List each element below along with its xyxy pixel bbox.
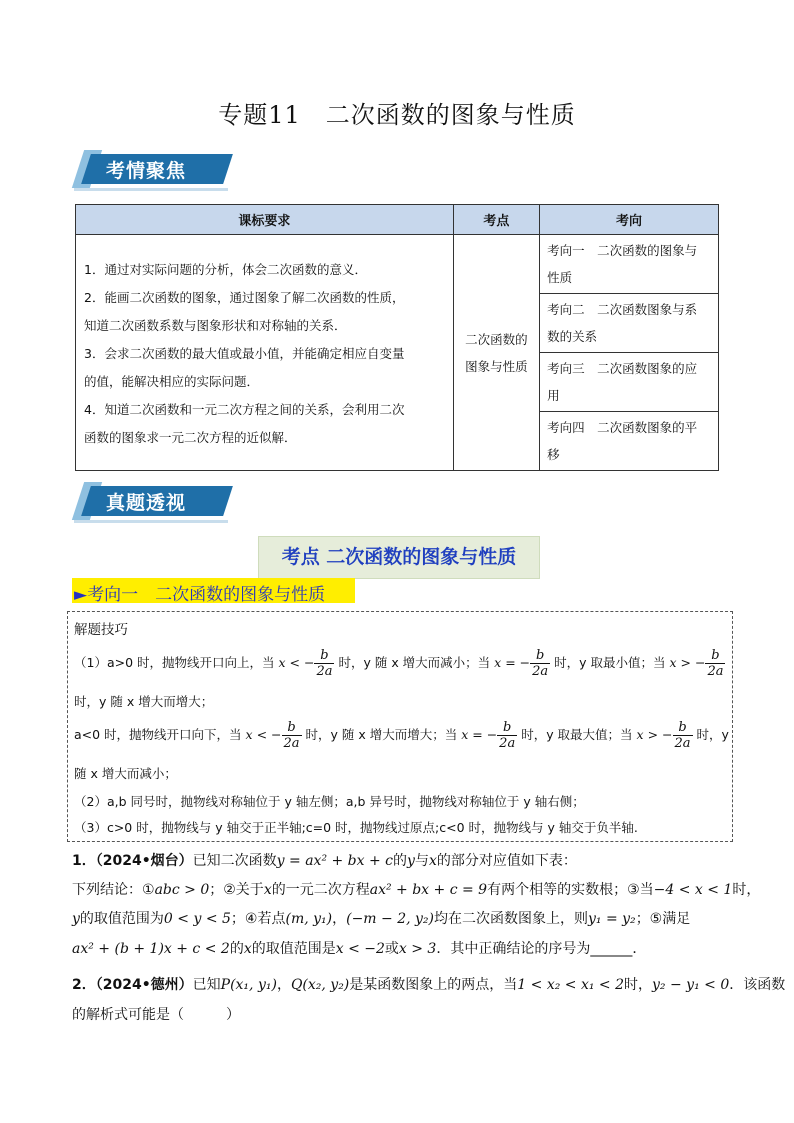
table-header: 考向	[540, 205, 719, 235]
requirement-line: 4．知道二次函数和一元二次方程之间的关系，会利用二次	[84, 401, 405, 417]
question-1-line: 1．（2024•烟台）已知二次函数y = ax² + bx + c的y与x的部分对应值如下表：	[72, 853, 577, 869]
question-2-line: 的解析式可能是（ ）	[72, 1007, 240, 1023]
requirement-line: 1．通过对实际问题的分析，体会二次函数的意义．	[84, 261, 367, 277]
tips-line: （1）a>0 时，抛物线开口向上，当 x < − $\frac{b}{2a}$ 时，y 随 x 增大而减小；当 x = − $\frac{b}{2a}$ 时，y 取最小值；当 x > − $\frac{b}{2a}$	[74, 648, 724, 679]
tips-line: 随 x 增大而减小；	[74, 766, 177, 781]
requirements-cell	[76, 235, 454, 471]
point-cell: 二次函数的 图象与性质	[453, 235, 539, 471]
table-header: 课标要求	[76, 205, 454, 235]
requirements-table	[75, 204, 719, 471]
direction-cell: 考向二 二次函数图象与系 数的关系	[540, 294, 719, 353]
section-title: 真题透视	[106, 492, 187, 514]
question-label: 2．（2024•德州）	[72, 977, 193, 993]
tips-box	[67, 611, 733, 842]
tips-line: a<0 时，抛物线开口向下，当 x < − $\frac{b}{2a}$ 时，y 随 x 增大而增大；当 x = − $\frac{b}{2a}$ 时，y 取最大值；当 x > − $\frac{b}{2a}$ 时，y	[74, 720, 729, 751]
section-title: 考情聚焦	[106, 160, 187, 182]
kaodian-box: 考点 二次函数的图象与性质	[258, 536, 540, 579]
tips-line: （3）c>0 时，抛物线与 y 轴交于正半轴;c=0 时，抛物线过原点;c<0 时，抛物线与 y 轴交于负半轴.	[74, 820, 638, 835]
direction-cell: 考向四 二次函数图象的平 移	[540, 412, 719, 471]
question-1-line: y的取值范围为0 < y < 5；④若点(m, y₁)，(−m − 2, y₂)均在二次函数图象上，则y₁ = y₂；⑤满足	[72, 911, 691, 927]
tips-line: 时，y 随 x 增大而增大；	[74, 694, 214, 709]
section-banner-zhenti	[72, 482, 228, 520]
direction-cell: 考向三 二次函数图象的应 用	[540, 353, 719, 412]
tips-line: （2）a,b 同号时，抛物线对称轴位于 y 轴左侧；a,b 异号时，抛物线对称轴位于 y 轴右侧；	[74, 794, 585, 809]
page-title: 专题11 二次函数的图象与性质	[218, 101, 576, 129]
requirement-line: 知道二次函数系数与图象形状和对称轴的关系．	[84, 317, 347, 333]
question-1-line: 下列结论：①abc > 0；②关于x的一元二次方程ax² + bx + c = 9有两个相等的实数根；③当−4 < x < 1时，	[72, 882, 761, 898]
table-header: 考点	[453, 205, 539, 235]
requirement-line: 函数的图象求一元二次方程的近似解．	[84, 429, 297, 445]
requirement-line: 3．会求二次函数的最大值或最小值，并能确定相应自变量	[84, 345, 405, 361]
question-1-line: ax² + (b + 1)x + c < 2的x的取值范围是x < −2或x > 3．其中正确结论的序号为______．	[72, 941, 647, 957]
section-banner-kaoqing	[72, 150, 228, 188]
requirement-line: 的值，能解决相应的实际问题．	[84, 373, 260, 389]
tips-heading: 解题技巧	[74, 622, 128, 638]
question-2-line: 2．（2024•德州）已知P(x₁, y₁)，Q(x₂, y₂)是某函数图象上的两点，当1 < x₂ < x₁ < 2时，y₂ − y₁ < 0．该函数	[72, 977, 786, 993]
direction-cell: 考向一 二次函数的图象与 性质	[540, 235, 719, 294]
question-label: 1．（2024•烟台）	[72, 853, 193, 869]
kaoxiang-heading: ►考向一 二次函数的图象与性质	[72, 578, 355, 603]
requirement-line: 2．能画二次函数的图象，通过图象了解二次函数的性质，	[84, 289, 405, 305]
